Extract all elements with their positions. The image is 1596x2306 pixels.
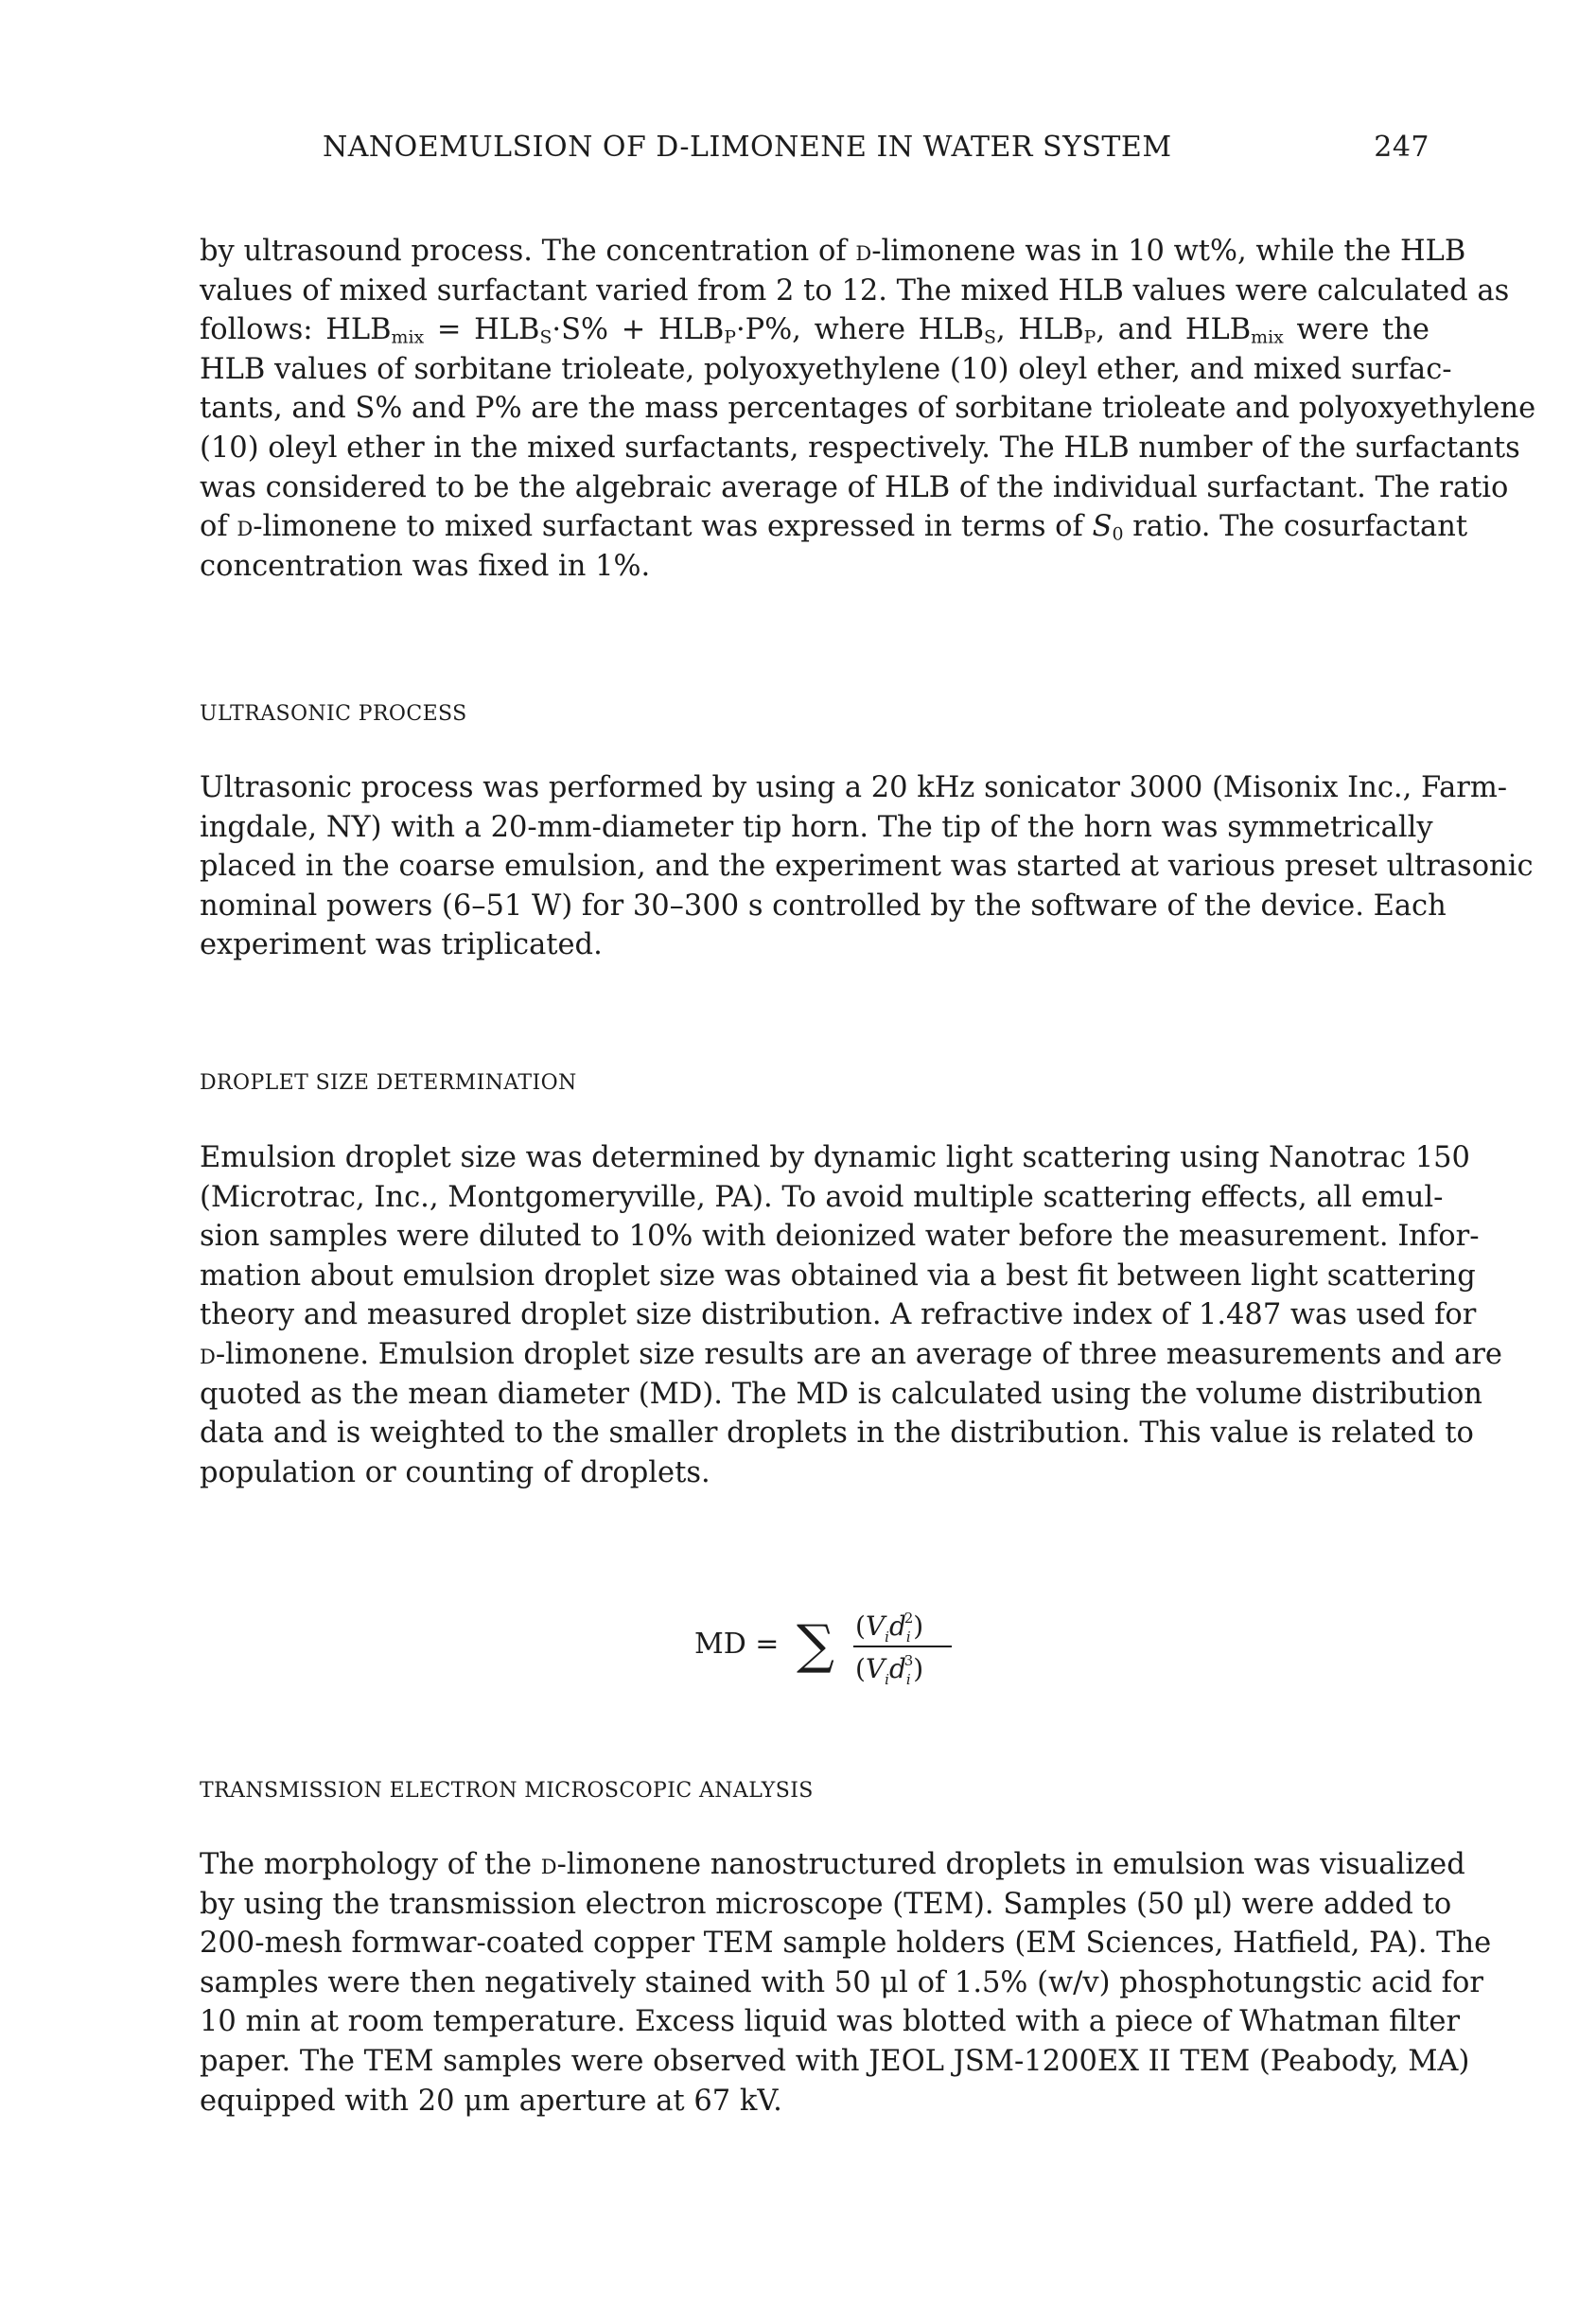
paragraph-tem bbox=[200, 1845, 1492, 2121]
text-line: tants, and S% and P% are the mass percentages of sorbitane trioleate and polyoxyethylene bbox=[200, 392, 1536, 426]
text-line: Emulsion droplet size was determined by dynamic light scattering using Nanotrac 150 bbox=[200, 1141, 1470, 1174]
text-line: values of mixed surfactant varied from 2 to 12. The mixed HLB values were calculated as bbox=[200, 273, 1510, 308]
text-line: placed in the coarse emulsion, and the experiment was started at various preset ultrasonic bbox=[200, 850, 1534, 884]
text-line: sion samples were diluted to 10% with deionized water before the measurement. Infor- bbox=[200, 1220, 1480, 1254]
mean-diameter-equation bbox=[694, 1590, 978, 1694]
equation-denominator: $(V_id_i3)$ bbox=[855, 1652, 924, 1688]
text-line: The morphology of the d-limonene nanostructured droplets in emulsion was visualized bbox=[200, 1848, 1465, 1881]
text-line: Ultrasonic process was performed by using a 20 kHz sonicator 3000 (Misonix Inc., Farm- bbox=[200, 771, 1508, 804]
text-line: (10) oleyl ether in the mixed surfactants, respectively. The HLB number of the surfactants bbox=[200, 431, 1520, 465]
section-heading-droplet-size: DROPLET SIZE DETERMINATION bbox=[200, 1071, 577, 1095]
summation-symbol: ∑ bbox=[797, 1614, 834, 1676]
text-line: theory and measured droplet size distribution. A refractive index of 1.487 was used for bbox=[200, 1298, 1477, 1332]
equation-numerator: $(V_id_i2)$ bbox=[855, 1610, 924, 1646]
running-title: NANOEMULSION OF D-LIMONENE IN WATER SYSTEM bbox=[323, 131, 1172, 164]
text-line: by using the transmission electron microscope (TEM). Samples (50 μl) were added to bbox=[200, 1887, 1452, 1921]
running-header bbox=[200, 131, 1429, 168]
paragraph-ultrasonic bbox=[200, 768, 1534, 965]
text-line: experiment was triplicated. bbox=[200, 928, 603, 962]
paragraph-hlb-calculation bbox=[200, 232, 1536, 586]
text-line: ingdale, NY) with a 20-mm-diameter tip horn. The tip of the horn was symmetrically bbox=[200, 810, 1433, 844]
text-line: equipped with 20 μm aperture at 67 kV. bbox=[200, 2084, 782, 2118]
section-heading-ultrasonic: ULTRASONIC PROCESS bbox=[200, 702, 467, 726]
text-line: 10 min at room temperature. Excess liquid was blotted with a piece of Whatman filter bbox=[200, 2005, 1461, 2039]
text-line: mation about emulsion droplet size was obtained via a best fit between light scattering bbox=[200, 1259, 1476, 1293]
text-line: paper. The TEM samples were observed with JEOL JSM-1200EX II TEM (Peabody, MA) bbox=[200, 2044, 1470, 2078]
text-line: concentration was fixed in 1%. bbox=[200, 549, 651, 583]
paragraph-droplet-size bbox=[200, 1138, 1502, 1492]
text-line: by ultrasound process. The concentration of d-limonene was in 10 wt%, while the HLB bbox=[200, 235, 1466, 268]
equation-lhs: MD = bbox=[694, 1628, 780, 1661]
page-number: 247 bbox=[1374, 131, 1429, 164]
text-line: follows: $HLB_{mix} = HLB_S\cdot S\% + HLB_P\cdot P\%$, where $HLB_S$, $HLB_P$, and $HLB_{mix}$ were the bbox=[200, 313, 1429, 348]
text-line: (Microtrac, Inc., Montgomeryville, PA). To avoid multiple scattering effects, all emul- bbox=[200, 1180, 1444, 1214]
text-line: population or counting of droplets. bbox=[200, 1455, 710, 1489]
text-line: d-limonene. Emulsion droplet size results are an average of three measurements and are bbox=[200, 1337, 1502, 1371]
section-heading-tem: TRANSMISSION ELECTRON MICROSCOPIC ANALYSIS bbox=[200, 1779, 814, 1803]
text-line: samples were then negatively stained with 50 μl of 1.5% (w/v) phosphotungstic acid for bbox=[200, 1965, 1483, 1999]
text-line: nominal powers (6–51 W) for 30–300 s controlled by the software of the device. Each bbox=[200, 889, 1447, 923]
text-line: was considered to be the algebraic average of HLB of the individual surfactant. The ratio bbox=[200, 470, 1509, 504]
text-line: HLB values of sorbitane trioleate, polyoxyethylene (10) oleyl ether, and mixed surfac- bbox=[200, 352, 1452, 386]
text-line: 200-mesh formwar-coated copper TEM sample holders (EM Sciences, Hatfield, PA). The bbox=[200, 1927, 1492, 1961]
text-line: of d-limonene to mixed surfactant was expressed in terms of $S_0$ ratio. The cosurfactant bbox=[200, 510, 1468, 545]
text-line: quoted as the mean diameter (MD). The MD is calculated using the volume distribution bbox=[200, 1377, 1482, 1411]
text-line: data and is weighted to the smaller droplets in the distribution. This value is related to bbox=[200, 1417, 1474, 1451]
